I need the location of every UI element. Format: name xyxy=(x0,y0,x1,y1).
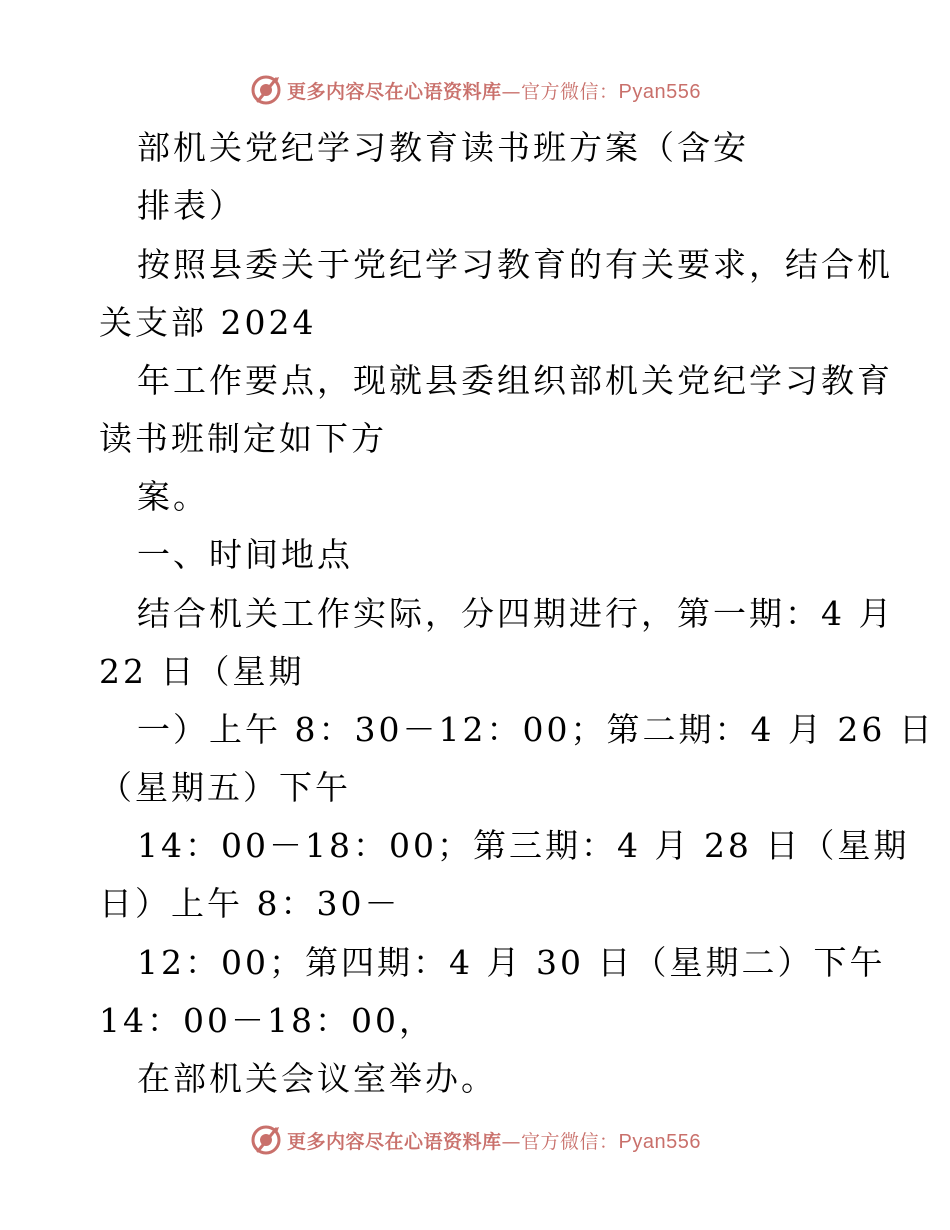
watermark-wechat-label: 官方微信： xyxy=(521,80,619,103)
watermark-site-text: 更多内容尽在心语资料库 xyxy=(287,1130,502,1153)
watermark-text xyxy=(287,1127,701,1154)
watermark-wechat-id: Pyan556 xyxy=(618,80,701,103)
document-title-line-1: 部机关党纪学习教育读书班方案（含安 xyxy=(137,128,749,167)
watermark-dash: — xyxy=(501,1130,522,1153)
watermark-site-text: 更多内容尽在心语资料库 xyxy=(287,80,502,103)
paragraph-line: 22 日（星期 xyxy=(99,652,305,691)
paragraph-line: 14：00－18：00， xyxy=(99,1001,435,1040)
paragraph-line: 12：00；第四期：4 月 30 日（星期二）下午 xyxy=(137,943,886,982)
paragraph-line: 年工作要点，现就县委组织部机关党纪学习教育 xyxy=(137,361,893,400)
paragraph-line: 14：00－18：00；第三期：4 月 28 日（星期 xyxy=(137,826,910,865)
paragraph-line: 按照县委关于党纪学习教育的有关要求，结合机 xyxy=(137,245,893,284)
section-heading: 一、时间地点 xyxy=(137,535,353,574)
watermark-dash: — xyxy=(501,80,522,103)
watermark-bottom xyxy=(0,1122,950,1158)
watermark-wechat-label: 官方微信： xyxy=(521,1130,619,1153)
paragraph-line: 案。 xyxy=(137,477,209,516)
paragraph-line: 关支部 2024 xyxy=(99,303,317,342)
watermark-top xyxy=(0,72,950,108)
paragraph-line: 读书班制定如下方 xyxy=(99,419,387,458)
pen-swirl-logo-icon xyxy=(249,73,283,107)
watermark-wechat-id: Pyan556 xyxy=(618,1130,701,1153)
paragraph-line: 结合机关工作实际，分四期进行，第一期：4 月 xyxy=(137,594,895,633)
paragraph-line: 一）上午 8：30－12：00；第二期：4 月 26 日 xyxy=(137,710,935,749)
pen-swirl-logo-icon xyxy=(249,1123,283,1157)
paragraph-line: （星期五）下午 xyxy=(99,768,351,807)
watermark-text xyxy=(287,77,701,104)
paragraph-line: 在部机关会议室举办。 xyxy=(137,1059,497,1098)
paragraph-line: 日）上午 8：30－ xyxy=(99,884,401,923)
document-title-line-2: 排表） xyxy=(137,186,245,225)
